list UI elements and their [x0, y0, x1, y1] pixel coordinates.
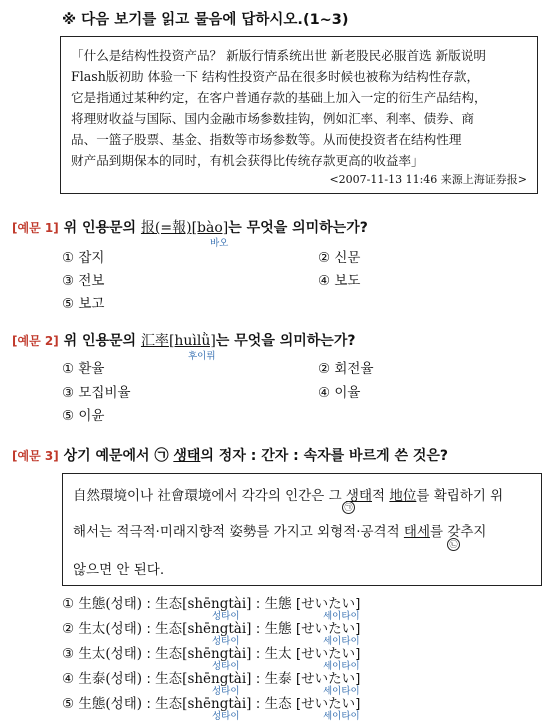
- question-pinyin: [bào]: [191, 220, 229, 236]
- option-kana: [せいたい]: [295, 646, 361, 662]
- option-number: ⑤: [62, 696, 75, 712]
- option-item[interactable]: ② 신문: [318, 250, 361, 266]
- option-traditional: 生泰(성태): [78, 671, 143, 687]
- option-item[interactable]: ② 生太(성태) : 生态[shēngtài] : 生態 [せいたい]: [62, 621, 361, 637]
- pronunciation-ruby: 성타이: [212, 686, 240, 697]
- option-pinyin: [shēngtài]: [182, 696, 252, 712]
- underlined-term-b: 태세: [403, 524, 430, 540]
- example-box: [62, 473, 542, 586]
- circle-marker-a: ㉠: [342, 501, 355, 514]
- option-japanese: 生態: [264, 596, 292, 612]
- box-text: 해서는 적극적·미래지향적: [73, 524, 230, 540]
- question-text-post: 는 무엇을 의미하는가?: [228, 220, 368, 236]
- option-number: ①: [62, 596, 75, 612]
- option-number: ④: [62, 671, 75, 687]
- option-item[interactable]: ③ 전보: [62, 273, 105, 289]
- passage-source: <2007-11-13 11:46 来源上海证券报>: [329, 173, 527, 186]
- option-item[interactable]: ⑤ 보고: [62, 296, 105, 312]
- passage-line: 财产品到期保本的同时，有机会获得比传统存款更高的收益率」: [71, 153, 424, 168]
- question-text-pre: 위 인용문의: [63, 220, 137, 236]
- option-item[interactable]: ③ 모집비율: [62, 385, 131, 401]
- option-simplified: 生态: [155, 646, 183, 662]
- option-item[interactable]: ⑤ 이윤: [62, 408, 105, 424]
- question-term: 생태: [173, 448, 201, 464]
- question-3: [12, 445, 448, 465]
- box-text: 적: [372, 488, 390, 504]
- option-simplified: 生态: [155, 671, 183, 687]
- question-term: 报(=報): [140, 220, 192, 236]
- option-traditional: 生太(성태): [78, 646, 143, 662]
- option-japanese: 生态: [264, 696, 292, 712]
- pronunciation-ruby: 세이타이: [323, 636, 360, 647]
- passage-line: 品、一篮子股票、基金、指数等市场参数等。从而使投资者在结构性理: [71, 132, 462, 147]
- option-number: ③: [62, 646, 75, 662]
- pronunciation-ruby: 바오: [210, 238, 229, 249]
- pronunciation-ruby: 세이타이: [323, 711, 360, 722]
- pronunciation-ruby: 세이타이: [323, 661, 360, 672]
- option-item[interactable]: ① 환율: [62, 361, 105, 377]
- question-1: [12, 217, 368, 237]
- box-text: 를 갖추지: [430, 524, 487, 540]
- passage-line: 将理财收益与国际、国内金融市场参数挂钩，例如汇率、利率、债券、商: [71, 111, 474, 126]
- pronunciation-ruby: 성타이: [212, 661, 240, 672]
- box-text: 이나: [127, 488, 158, 504]
- option-japanese: 生泰: [264, 671, 292, 687]
- hanja-term: 自然環境: [73, 488, 127, 504]
- box-line: 않으면 안 된다.: [73, 562, 165, 578]
- question-label: [예문 1]: [12, 221, 59, 235]
- pronunciation-ruby: 성타이: [212, 711, 240, 722]
- question-text-post: 는 무엇을 의미하는가?: [215, 333, 356, 349]
- pronunciation-ruby: 성타이: [212, 636, 240, 647]
- question-label: [예문 3]: [12, 449, 59, 463]
- option-item[interactable]: ④ 生泰(성태) : 生态[shēngtài] : 生泰 [せいたい]: [62, 671, 361, 687]
- hanja-term: 社會環境: [157, 488, 212, 504]
- option-item[interactable]: ④ 보도: [318, 273, 361, 289]
- circle-marker-b: ㉡: [447, 538, 460, 551]
- box-text: 를 확립하기 위: [416, 488, 504, 504]
- box-line: [73, 520, 486, 540]
- option-pinyin: [shēngtài]: [182, 596, 252, 612]
- option-item[interactable]: ⑤ 生態(성태) : 生态[shēngtài] : 生态 [せいたい]: [62, 696, 361, 712]
- option-pinyin: [shēngtài]: [182, 621, 252, 637]
- pronunciation-ruby: 성타이: [212, 611, 240, 622]
- question-term: 汇率: [140, 333, 169, 349]
- question-label: [예문 2]: [12, 334, 59, 348]
- passage-line: Flash版初助 体验一下 结构性投资产品在很多时候也被称为结构性存款，: [71, 69, 480, 84]
- pronunciation-ruby: 세이타이: [323, 686, 360, 697]
- option-item[interactable]: ① 生態(성태) : 生态[shēngtài] : 生態 [せいたい]: [62, 596, 361, 612]
- hanja-term: 地位: [389, 488, 417, 504]
- instruction-heading: ※ 다음 보기를 읽고 물음에 답하시오.(1~3): [62, 12, 349, 28]
- box-text: 를 가지고 외형적·공격적: [256, 524, 404, 540]
- question-pinyin: [huìlǜ]: [168, 333, 216, 349]
- box-text: 에서 각각의 인간은 그: [211, 488, 346, 504]
- option-traditional: 生太(성태): [78, 621, 143, 637]
- option-simplified: 生态: [155, 621, 183, 637]
- question-text-post: 의 정자 : 간자 : 속자를 바르게 쓴 것은?: [200, 448, 449, 464]
- circle-marker: ㉠: [154, 448, 169, 464]
- option-kana: [せいたい]: [295, 671, 361, 687]
- pronunciation-ruby: 세이타이: [323, 611, 360, 622]
- option-item[interactable]: ② 회전율: [318, 361, 374, 377]
- option-simplified: 生态: [155, 596, 183, 612]
- passage-line: 它是指通过某种约定，在客户普通存款的基础上加入一定的衍生产品结构，: [71, 90, 487, 105]
- option-traditional: 生態(성태): [78, 596, 143, 612]
- option-item[interactable]: ④ 이율: [318, 385, 361, 401]
- box-line: [73, 484, 503, 504]
- option-item[interactable]: ③ 生太(성태) : 生态[shēngtài] : 生太 [せいたい]: [62, 646, 361, 662]
- option-item[interactable]: ① 잡지: [62, 250, 105, 266]
- passage-box: [60, 36, 538, 194]
- pronunciation-ruby: 후이뤼: [188, 351, 216, 362]
- hanja-term: 姿勢: [229, 524, 257, 540]
- question-text-pre: 상기 예문에서: [63, 448, 150, 464]
- option-kana: [せいたい]: [295, 621, 361, 637]
- question-2: [12, 330, 355, 350]
- option-pinyin: [shēngtài]: [182, 646, 252, 662]
- question-text-pre: 위 인용문의: [63, 333, 137, 349]
- option-traditional: 生態(성태): [78, 696, 143, 712]
- option-kana: [せいたい]: [295, 596, 361, 612]
- option-number: ②: [62, 621, 75, 637]
- underlined-term-a: 생태: [345, 488, 373, 504]
- option-pinyin: [shēngtài]: [182, 671, 252, 687]
- option-japanese: 生太: [264, 646, 292, 662]
- option-kana: [せいたい]: [295, 696, 361, 712]
- option-simplified: 生态: [155, 696, 183, 712]
- passage-line: 「什么是结构性投资产品？ 新版行情系统出世 新老股民必服首选 新版说明: [71, 48, 487, 63]
- option-japanese: 生態: [264, 621, 292, 637]
